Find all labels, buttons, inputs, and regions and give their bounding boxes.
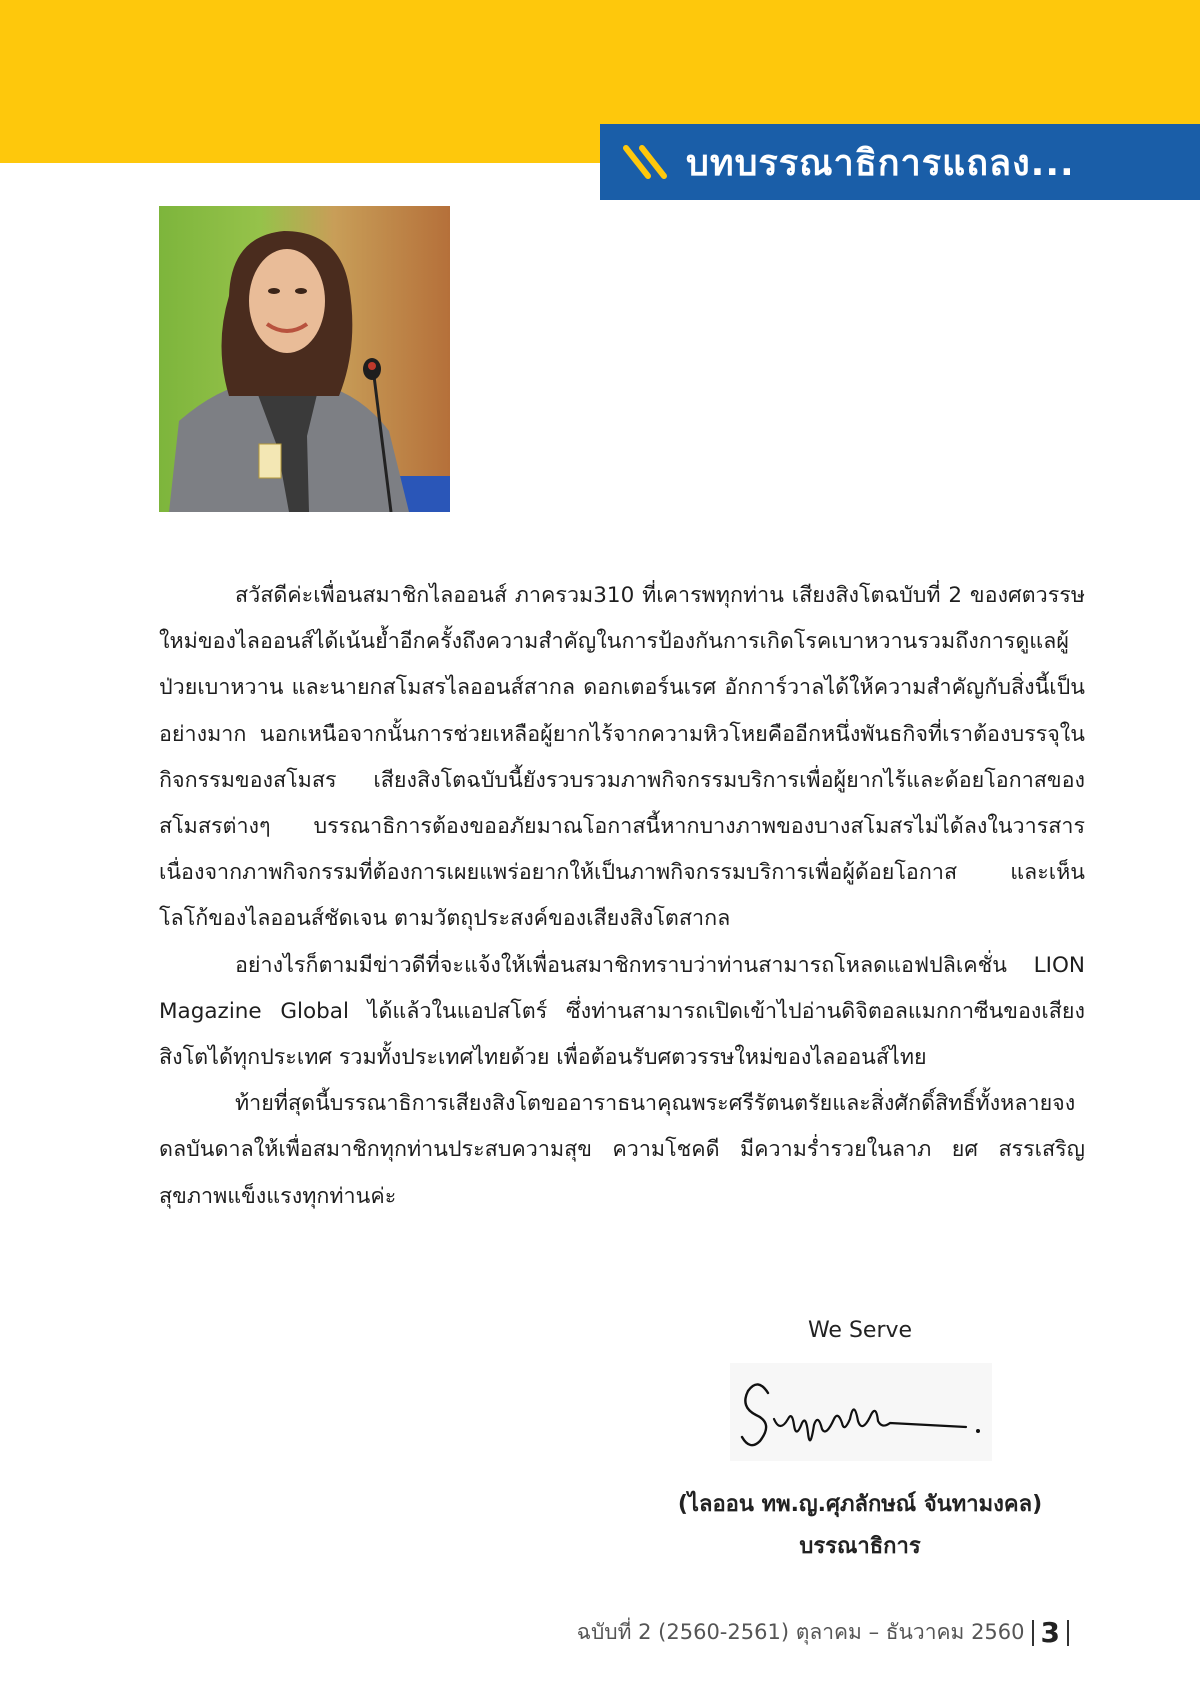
motto: We Serve [807, 1318, 913, 1343]
page-title: บทบรรณาธิการแถลง... [686, 142, 1075, 184]
double-slash-icon [622, 140, 676, 184]
editor-portrait-photo [159, 206, 450, 512]
page-footer [577, 1616, 1076, 1649]
editor-name: (ไลออน ทพ.ญ.ศุภลักษณ์ จันทามงคล) [677, 1492, 1043, 1517]
page-number: 3 [1040, 1616, 1060, 1649]
section-title-bar [600, 124, 1200, 200]
footer-divider [1067, 1620, 1069, 1646]
signature [730, 1363, 992, 1461]
body-paragraph-1: สวัสดีค่ะเพื่อนสมาชิกไลออนส์ ภาครวม310 ที่เคารพทุกท่าน เสียงสิงโตฉบับที่ 2 ของศตวรรษใหม่ของไลออนส์ได้เน้นย้ำอีกครั้งถึงความสำคัญในการป้องกันการเกิดโรคเบาหวานรวมถึงการดูแลผู้ป่วยเบาหวาน และนายกสโมสรไลออนส์สากล ดอกเตอร์นเรศ อักการ์วาลได้ให้ความสำคัญกับสิ่งนี้เป็นอย่างมาก นอกเหนือจากนั้นการช่วยเหลือผู้ยากไร้จากความหิวโหยคืออีกหนึ่งพันธกิจที่เราต้องบรรจุในกิจกรรมของสโมสร เสียงสิงโตฉบับนี้ยังรวบรวมภาพกิจกรรมบริการเพื่อผู้ยากไร้และด้อยโอกาสของสโมสรต่างๆ บรรณาธิการต้องขออภัยมาณโอกาสนี้หากบางภาพของบางสโมสรไม่ได้ลงในวารสาร เนื่องจากภาพกิจกรรมที่ต้องการเผยแพร่อยากให้เป็นภาพกิจกรรมบริการเพื่อผู้ด้อยโอกาส และเห็นโลโก้ของไลออนส์ชัดเจน ตามวัตถุประสงค์ของเสียงสิงโตสากล [159, 583, 1085, 932]
footer-divider [1032, 1620, 1034, 1646]
issue-info: ฉบับที่ 2 (2560-2561) ตุลาคม – ธันวาคม 2560 [576, 1620, 1025, 1644]
editor-role: บรรณาธิการ [799, 1534, 921, 1559]
body-paragraph-3: ท้ายที่สุดนี้บรรณาธิการเสียงสิงโตขออาราธนาคุณพระศรีรัตนตรัยและสิ่งศักดิ์สิทธิ์ทั้งหลายจงดลบันดาลให้เพื่อสมาชิกทุกท่านประสบความสุข ความโชคดี มีความร่ำรวยในลาภ ยศ สรรเสริญสุขภาพแข็งแรงทุกท่านค่ะ [159, 1091, 1085, 1209]
body-paragraph-2: อย่างไรก็ตามมีข่าวดีที่จะแจ้งให้เพื่อนสมาชิกทราบว่าท่านสามารถโหลดแอฟปลิเคชั่น LION Magazine Global ได้แล้วในแอปสโตร์ ซึ่งท่านสามารถเปิดเข้าไปอ่านดิจิตอลแมกกาซีนของเสียงสิงโตได้ทุกประเทศ รวมทั้งประเทศไทยด้วย เพื่อต้อนรับศตวรรษใหม่ของไลออนส์ไทย [159, 952, 1085, 1071]
editorial-body [159, 573, 1085, 1220]
